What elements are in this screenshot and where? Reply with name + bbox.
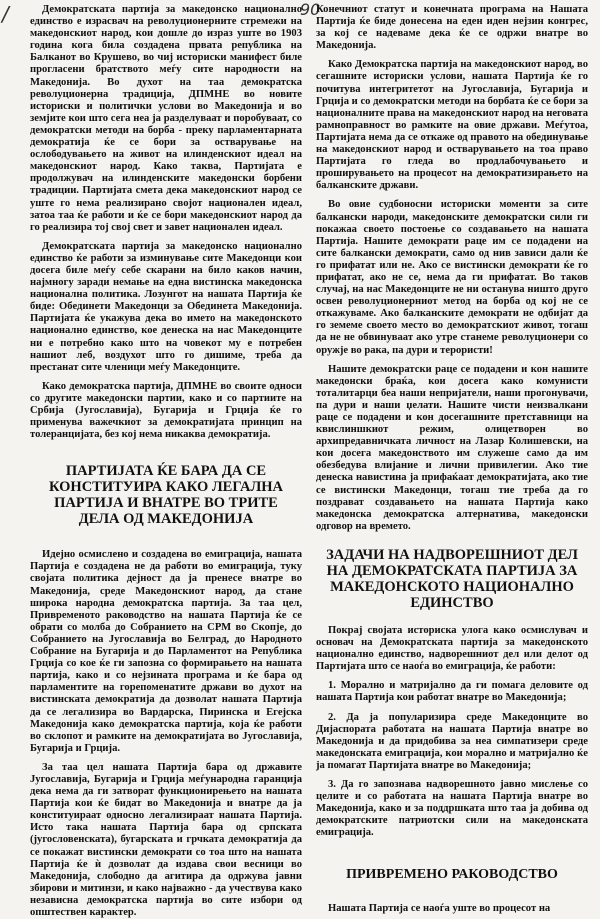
- paragraph: Како Демократска партија на македонскиот народ, во сегашните историски услови, нашата Партија ќе го почитува интегритетот на Југославија, Бугарија и Грција и со демократски методи на борбата ќе се бори за националните права на македонскиот народ на неговата рамноправност во рамките на овие држави. Меѓутоа, Партијата нема да се откаже од правото на обединување на македонскиот народ и остварувањето на тоа право Партијата го гледа во продлабочувањето и проширувањето на процесот на демократизирањето на балканските држави.: [316, 59, 588, 192]
- section-heading: ЗАДАЧИ НА НАДВОРЕШНИОТ ДЕЛ НА ДЕМОКРАТСКАТА ПАРТИЈА ЗА МАКЕДОНСКОТО НАЦИОНАЛНО ЕДИНСТВО: [326, 546, 578, 611]
- paragraph: Идејно осмислено и создадена во емиграција, нашата Партија е создадена не да работи во емиграција, туку својата политика дејност да ја пренесе внатре во Македонија, среде Македонскиот народ, да стане широка народна демократска партија. За таа цел, Привременото раководство на нашата Партија ќе се обрати со молба до Собранието на СРМ во Скопје, до Собранието на Југославија во Белград, до Народното Собрание на Бугарија и до Парламентот на Република Грција со кое ќе ги запозна со формирањето на нашата партија, како и со нејзината програма и ќе бара од парламентите на горепоменатите држави во духот на вистинската демократија да дозволат нашата Партија да се легализира во Вардарска, Пиринска и Егејска Македонија како демократска партија, која ќе работи во склопот и рамките на демократијата во Југославија, Бугарија и Грција.: [30, 549, 302, 754]
- list-item: 3. Да го запознава надворешното јавно мислење со целите и со работата на нашата Партија внатре во Македонија, како и за поддршката што таа ја добива од демократските патриотски сили на македонската емиграција.: [316, 778, 588, 839]
- paragraph: Нашите демократски раце се подадени и кон нашите македонски браќа, кои досега како комунисти тоталитарци беа наши непријатели, наши прогонувачи, па дури и наши џелати. Нашите чисти неизвалкани раце се подадени и кон досегашните претставници на квислиншкиот режим, олицетворен во архипредавничката личност на Лазар Колишевски, на кои досега македонството им служеше само да им обезбедува влијание и лични привилегии. Ако тие денеска навистина ја прифаќаат демократијата, ако тие се вистински Македонци, тогаш тие треба да го поздрават создавањето на нашата Партија како македонска демократска алтернатива, македонски одговор на времето.: [316, 363, 588, 532]
- page-number-handwritten: 90: [300, 0, 321, 19]
- section-heading: ПАРТИЈАТА ЌЕ БАРА ДА СЕ КОНСТИТУИРА КАКО ЛЕГАЛНА ПАРТИЈА И ВНАТРЕ ВО ТРИТЕ ДЕЛА ОД МАКЕДОНИЈА: [48, 463, 283, 528]
- paragraph: Конечниот статут и конечната програма на Нашата Партија ќе биде донесена на еден иден нејзин конгрес, за кој се надеваме дека ќе се одржи внатре во Македонија.: [316, 4, 588, 52]
- paragraph: Демократската партија за македонско национално единство ќе работи за изминување сите Македонци кои досега биле меѓу себе скарани на било каков начин, најмногу заради немање на една вистинска македонска национална политика. Лозунгот на нашата Партија ќе биде: Обединети Македонци за Обединета Македонија. Партијата ќе укажува дека во името на македонското национално единство, кое денеска на нас Македонците ни е потребно како што на човекот му е потребен нашиот леб, воздухот што го дишиме, треба да престанат сите членици меѓу Македонците.: [30, 240, 302, 373]
- list-item: 1. Морално и матријално да ги помага деловите од нашата Партија кои работат внатре во Македонија;: [316, 680, 588, 704]
- paragraph: Како демократска партија, ДПМНЕ во своите односи со другите македонски партии, како и со партиите на Србија (Југославија), Бугарија и Грција ќе го применува важечкиот за демократијата принцип на толеранцијата, без кој нема никаква демократија.: [30, 380, 302, 441]
- list-item: 2. Да ја популаризира среде Македонците во Дијаспората работата на нашата Партија внатре во Македонија и да придобива за неа симпатизери среде македонската емиграција, кои морално и матријално ќе ја помагат Партијата внатре во Македонија;: [316, 711, 588, 771]
- paragraph: Во овие судбоносни историски моменти за сите балкански народи, македонските демократски сили ги покажаа своето постоење со создавањето на нашата Партија. Нашите демократи раце им се подадени на сите балкански демократи, само од нив зависи дали ќе го прифатат или не. Ако се вистински демократи ќе го прифатат, ако не се, нема да ги прифатат. Во таков случај, на нас Македонците не ни останува ништо друго освен револуционерниот метод на борба од кој не се откажуваме. Ако балканските демократи не одбијат да го земеме своето место во демократскиот живот, тогаш да не не обвинуваат ако утре станеме револуционери со оружје во рака, па дури и терористи!: [316, 199, 588, 356]
- paragraph: Покрај својата историска улога како осмислувач и основач на Демократската партија за македонското национално единство, надворешниот дел или делот од Партијата што се наоѓа во емиграција, ќе работи:: [316, 624, 588, 673]
- paragraph: За таа цел нашата Партија бара од државите Југославија, Бугарија и Грција меѓународна гаранција дека нема да ги затворат функционирењето на нашата Партија кои ќе бидат во Македонија и внатре да ја конституираат односно легализираат нашата Партија. Исто така нашата Партија бара од српската (југословенската), бугарската и грчката демократија да се покажат вистински демократи со тоа што на нашата Партија ќе ѝ дозволат да издава свои весници во Македонија, слободно да агитира да одржува јавни збирови и митинзи, и како најважно - да учествува како независна демократска партија во сите избори од општествен карактер.: [30, 761, 302, 918]
- paragraph: Нашата Партија се наоѓа уште во процесот на: [328, 903, 551, 915]
- right-column: [316, 4, 588, 915]
- section-subheading: ПРИВРЕМЕНО РАКОВОДСТВО: [346, 867, 558, 883]
- paragraph: Демократската партија за македонско национално единство е израсвач на револуционерните стремежи на македонскиот народ, кои дошле до израз уште во 1903 година кога била создадена првата република на Балканот во Крушево, во чиј историски манифест биле прогласени братството меѓу сите народности на Македонија. Во духот на таа демократска револуционерна традиција, ДПМНЕ во новите историски и политички услови во Македонија и во земјите кои што сега неа ја разделуваат и поробуваат, со демократски методи на борба - преку парламентарната демократија ќе се бори за остварување на ослободувањето на живот на илинденскиот идеал на македонскиот народ. Како таква, Партијата е продолжувач на илинденските македонски борбени традиции. Партијата смета дека македонскиот народ се уште го нема реализирано својот национален идеал, затоа таа ќе работи и ќе се бори македонскиот народ да го реализира тој свој свет и завет национален идеал.: [30, 4, 302, 233]
- left-column: [30, 4, 302, 918]
- margin-handwritten-mark: /: [2, 2, 9, 26]
